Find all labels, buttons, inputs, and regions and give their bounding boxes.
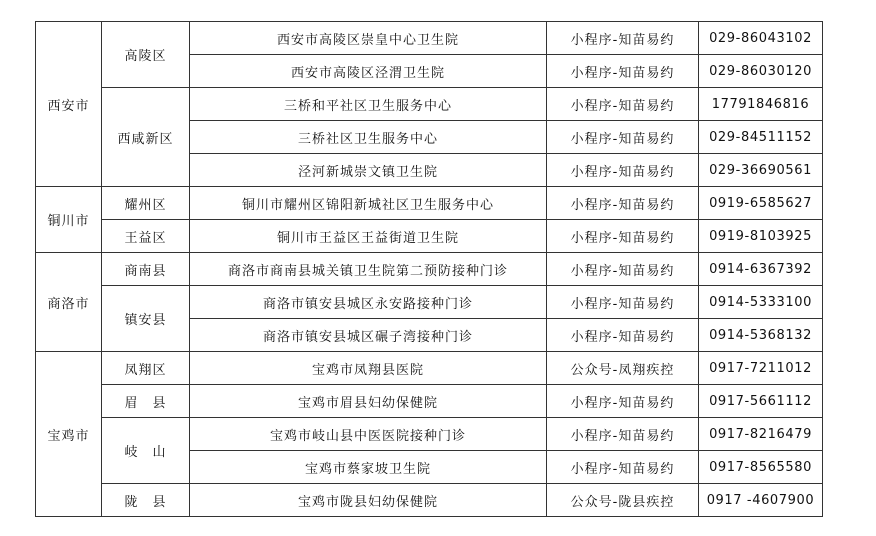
phone-cell: 029-84511152 (699, 121, 823, 154)
table-row (36, 220, 823, 253)
district-cell: 眉 县 (102, 385, 190, 418)
institution-cell: 商洛市镇安县城区碾子湾接种门诊 (190, 319, 547, 352)
table-row (36, 286, 823, 319)
table-body (36, 22, 823, 517)
district-cell: 陇 县 (102, 484, 190, 517)
district-cell: 镇安县 (102, 286, 190, 352)
booking-method-cell: 小程序-知苗易约 (547, 385, 699, 418)
booking-method-cell: 小程序-知苗易约 (547, 121, 699, 154)
phone-cell: 0917-7211012 (699, 352, 823, 385)
booking-method-cell: 小程序-知苗易约 (547, 286, 699, 319)
district-cell: 西咸新区 (102, 88, 190, 187)
district-cell: 耀州区 (102, 187, 190, 220)
booking-method-cell: 小程序-知苗易约 (547, 418, 699, 451)
institution-cell: 三桥和平社区卫生服务中心 (190, 88, 547, 121)
institution-cell: 宝鸡市岐山县中医医院接种门诊 (190, 418, 547, 451)
table-row (36, 352, 823, 385)
city-cell: 西安市 (36, 22, 102, 187)
institution-cell: 宝鸡市凤翔县医院 (190, 352, 547, 385)
phone-cell: 0917-8216479 (699, 418, 823, 451)
institution-cell: 宝鸡市蔡家坡卫生院 (190, 451, 547, 484)
institution-cell: 铜川市耀州区锦阳新城社区卫生服务中心 (190, 187, 547, 220)
institution-cell: 宝鸡市眉县妇幼保健院 (190, 385, 547, 418)
institution-cell: 西安市高陵区崇皇中心卫生院 (190, 22, 547, 55)
institution-cell: 三桥社区卫生服务中心 (190, 121, 547, 154)
phone-cell: 029-36690561 (699, 154, 823, 187)
booking-method-cell: 小程序-知苗易约 (547, 154, 699, 187)
phone-cell: 029-86030120 (699, 55, 823, 88)
vaccination-sites-table (35, 21, 823, 517)
table-row (36, 88, 823, 121)
booking-method-cell: 小程序-知苗易约 (547, 22, 699, 55)
phone-cell: 0917 -4607900 (699, 484, 823, 517)
city-cell: 铜川市 (36, 187, 102, 253)
phone-cell: 0917-5661112 (699, 385, 823, 418)
institution-cell: 商洛市镇安县城区永安路接种门诊 (190, 286, 547, 319)
district-cell: 岐 山 (102, 418, 190, 484)
institution-cell: 铜川市王益区王益街道卫生院 (190, 220, 547, 253)
table-row (36, 418, 823, 451)
booking-method-cell: 小程序-知苗易约 (547, 451, 699, 484)
district-cell: 高陵区 (102, 22, 190, 88)
booking-method-cell: 小程序-知苗易约 (547, 187, 699, 220)
phone-cell: 0919-6585627 (699, 187, 823, 220)
city-cell: 宝鸡市 (36, 352, 102, 517)
table-row (36, 253, 823, 286)
phone-cell: 0914-5333100 (699, 286, 823, 319)
institution-cell: 泾河新城崇文镇卫生院 (190, 154, 547, 187)
district-cell: 王益区 (102, 220, 190, 253)
phone-cell: 0914-6367392 (699, 253, 823, 286)
institution-cell: 西安市高陵区泾渭卫生院 (190, 55, 547, 88)
booking-method-cell: 公众号-陇县疾控 (547, 484, 699, 517)
table-row (36, 484, 823, 517)
phone-cell: 0919-8103925 (699, 220, 823, 253)
table-row (36, 187, 823, 220)
phone-cell: 0917-8565580 (699, 451, 823, 484)
phone-cell: 0914-5368132 (699, 319, 823, 352)
institution-cell: 商洛市商南县城关镇卫生院第二预防接种门诊 (190, 253, 547, 286)
booking-method-cell: 小程序-知苗易约 (547, 55, 699, 88)
phone-cell: 17791846816 (699, 88, 823, 121)
table-row (36, 385, 823, 418)
district-cell: 凤翔区 (102, 352, 190, 385)
booking-method-cell: 小程序-知苗易约 (547, 220, 699, 253)
booking-method-cell: 小程序-知苗易约 (547, 319, 699, 352)
district-cell: 商南县 (102, 253, 190, 286)
booking-method-cell: 公众号-凤翔疾控 (547, 352, 699, 385)
booking-method-cell: 小程序-知苗易约 (547, 88, 699, 121)
booking-method-cell: 小程序-知苗易约 (547, 253, 699, 286)
phone-cell: 029-86043102 (699, 22, 823, 55)
city-cell: 商洛市 (36, 253, 102, 352)
institution-cell: 宝鸡市陇县妇幼保健院 (190, 484, 547, 517)
table-row (36, 22, 823, 55)
